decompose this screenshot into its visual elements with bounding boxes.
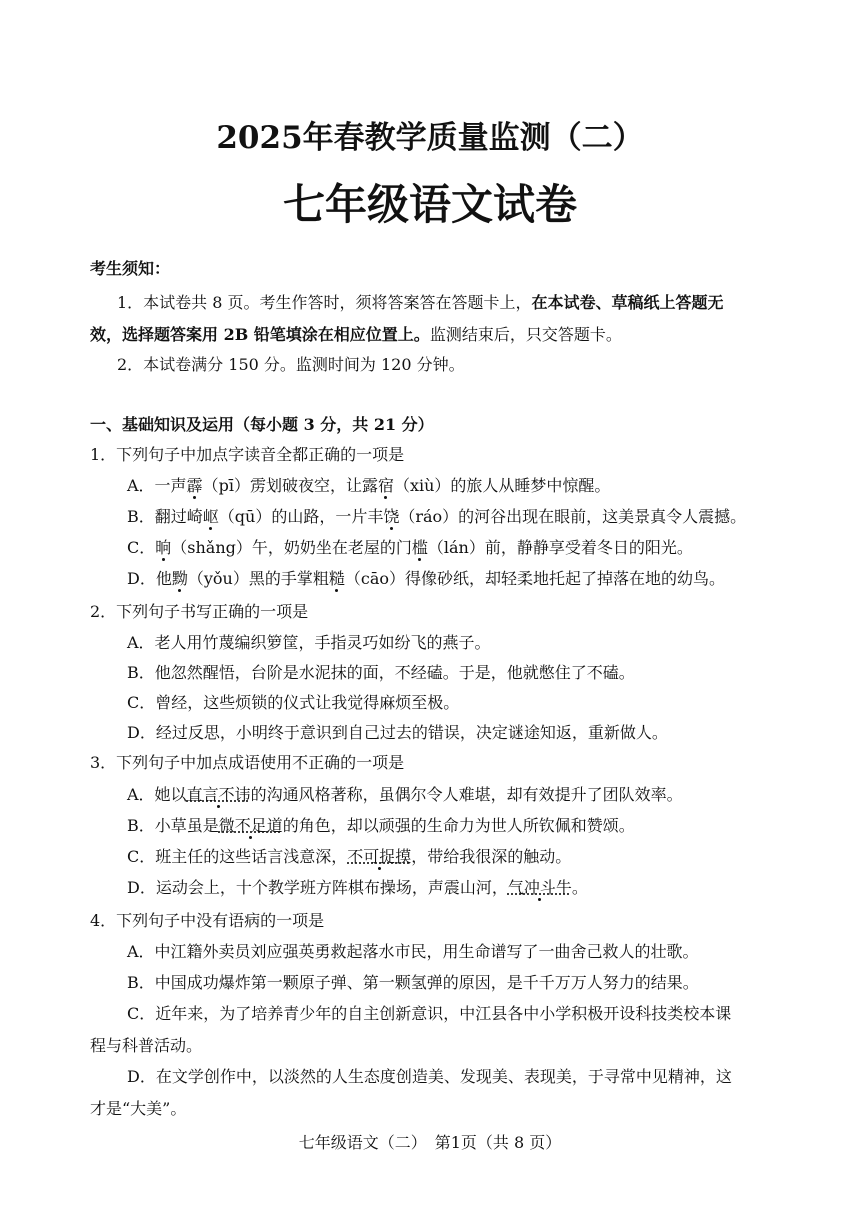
q4-option-c-line-2: 程与科普活动。	[90, 1036, 203, 1055]
q3-option-a: A．她以直言不讳的沟通风格著称，虽偶尔令人难堪，却有效提升了团队效率。	[127, 785, 683, 804]
page-footer: 七年级语文（二） 第1页（共 8 页）	[298, 1133, 562, 1152]
q2-option-a: A．老人用竹蔑编织箩筐，手指灵巧如纷飞的燕子。	[127, 633, 491, 652]
q3-option-b: B．小草虽是微不足道的角色，却以顽强的生命力为世人所钦佩和赞颂。	[127, 816, 635, 835]
q2-stem: 2．下列句子书写正确的一项是	[90, 602, 309, 621]
q2-option-c: C．曾经，这些烦锁的仪式让我觉得麻烦至极。	[127, 693, 460, 712]
q1-stem: 1．下列句子中加点字读音全都正确的一项是	[90, 445, 405, 464]
q1-option-b: B．翻过崎岖（qū）的山路，一片丰饶（ráo）的河谷出现在眼前，这美景真令人震撼。	[127, 507, 747, 526]
q4-option-d-line-1: D．在文学创作中，以淡然的人生态度创造美、发现美、表现美，于寻常中见精神，这	[127, 1067, 732, 1086]
exam-subtitle: 七年级语文试卷	[282, 180, 577, 229]
q3-option-c: C．班主任的这些话言浅意深，不可捉摸，带给我很深的触动。	[127, 847, 572, 866]
q3-stem: 3．下列句子中加点成语使用不正确的一项是	[90, 753, 405, 772]
q4-stem: 4．下列句子中没有语病的一项是	[90, 911, 325, 930]
section-heading: 一、基础知识及运用（每小题 3 分，共 21 分）	[90, 415, 434, 434]
q2-option-b: B．他忽然醒悟，台阶是水泥抹的面，不经磕。于是，他就憋住了不磕。	[127, 663, 635, 682]
q1-option-c: C．晌（shǎng）午，奶奶坐在老屋的门槛（lán）前，静静享受着冬日的阳光。	[127, 538, 693, 557]
q1-option-d: D．他黝（yǒu）黑的手掌粗糙（cāo）得像砂纸，却轻柔地托起了掉落在地的幼鸟。	[127, 569, 725, 588]
q1-option-a: A．一声霹（pī）雳划破夜空，让露宿（xiù）的旅人从睡梦中惊醒。	[127, 476, 611, 495]
notice-label: 考生须知：	[90, 259, 171, 278]
notice-item-1-line-1: 1．本试卷共 8 页。考生作答时，须将答案答在答题卡上，在本试卷、草稿纸上答题无	[117, 293, 724, 312]
q2-option-d: D．经过反思，小明终于意识到自己过去的错误，决定谜途知返，重新做人。	[127, 723, 668, 742]
q4-option-a: A．中江籍外卖员刘应强英勇救起落水市民，用生命谱写了一曲舍己救人的壮歌。	[127, 942, 699, 961]
notice-item-1-line-2: 效，选择题答案用 2B 铅笔填涂在相应位置上。监测结束后，只交答题卡。	[90, 325, 622, 344]
q4-option-d-line-2: 才是“大美”。	[90, 1099, 187, 1118]
q3-option-d: D．运动会上，十个教学班方阵棋布操场，声震山河，气冲斗牛。	[127, 878, 588, 897]
notice-item-2: 2．本试卷满分 150 分。监测时间为 120 分钟。	[117, 355, 465, 374]
exam-title: 2025年春教学质量监测（二）	[216, 120, 644, 156]
q4-option-b: B．中国成功爆炸第一颗原子弹、第一颗氢弹的原因，是千千万万人努力的结果。	[127, 973, 699, 992]
q4-option-c-line-1: C．近年来，为了培养青少年的自主创新意识，中江县各中小学积极开设科技类校本课	[127, 1004, 732, 1023]
